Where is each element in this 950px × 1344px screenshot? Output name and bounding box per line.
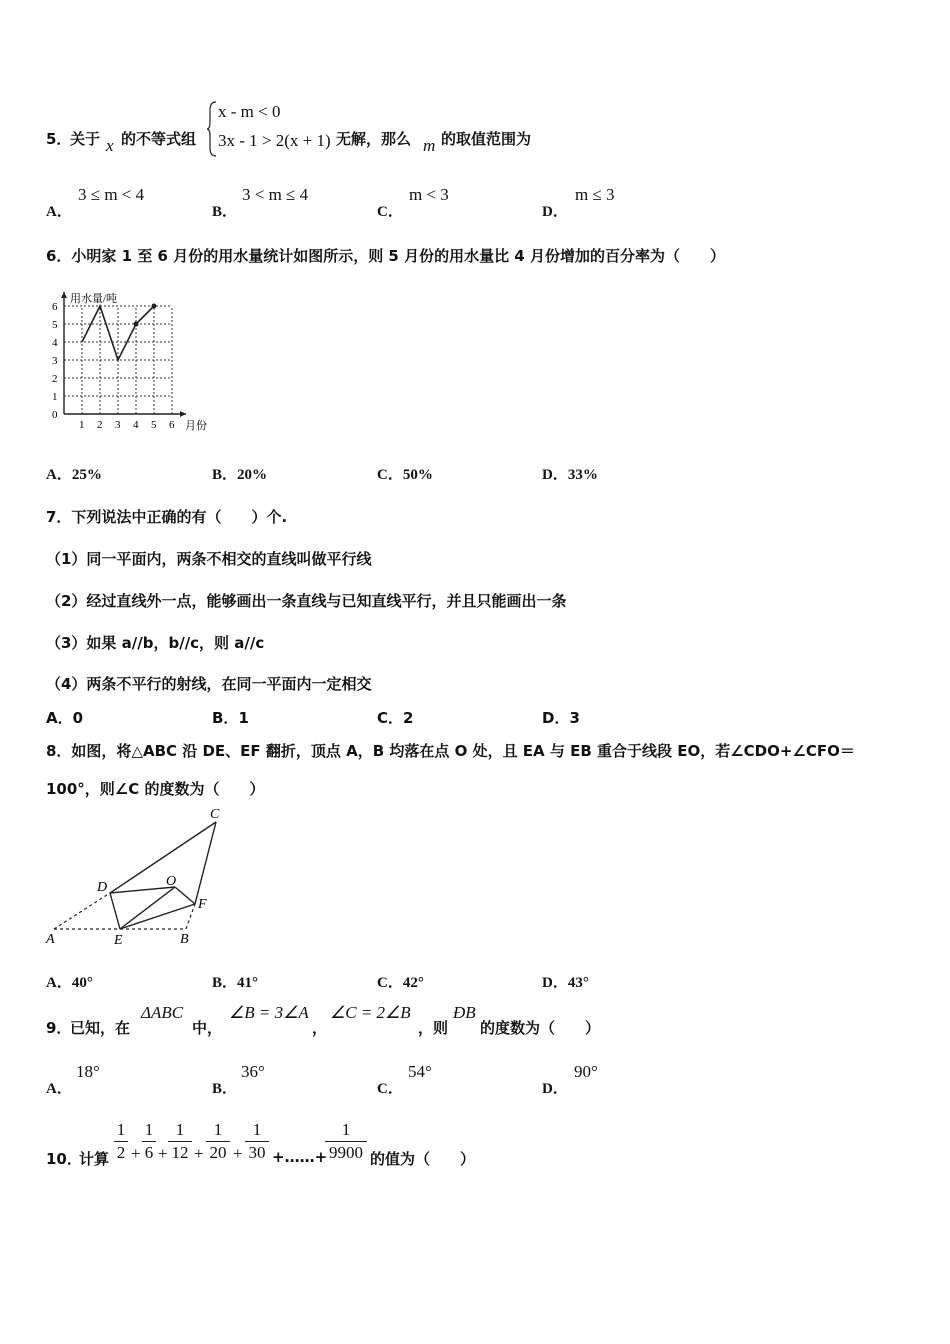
q7-option-a[interactable]: A．0: [46, 709, 84, 727]
q7-item-4: （4）两条不平行的射线，在同一平面内一定相交: [46, 675, 372, 693]
x-tick-label: 2: [97, 419, 103, 431]
q9-option-b-label[interactable]: B．: [212, 1081, 238, 1097]
q5-middle: 的不等式组: [121, 130, 197, 148]
q7-item-2: （2）经过直线外一点，能够画出一条直线与已知直线平行，并且只能画出一条: [46, 592, 567, 610]
label-B: B: [180, 932, 189, 947]
q5-system-line1: x - m < 0: [218, 102, 281, 121]
q10-ellipsis: +……+: [272, 1148, 328, 1166]
q8-option-a[interactable]: A．40°: [46, 975, 93, 991]
q6-text: 6．小明家 1 至 6 月份的用水量统计如图所示，则 5 月份的用水量比 4 月份增加的百分率为（ ）: [46, 247, 725, 265]
q10-number: 10．: [46, 1150, 82, 1168]
chart-ticks: [52, 301, 175, 431]
q10-fraction-1: 1 2: [114, 1121, 128, 1162]
x-tick-label: 6: [169, 419, 175, 431]
q7-item-1: （1）同一平面内，两条不相交的直线叫做平行线: [46, 550, 372, 568]
label-F: F: [198, 897, 207, 912]
q5-after: 无解，那么: [336, 130, 412, 148]
q9-triangle: ΔABC: [141, 1003, 184, 1022]
water-usage-chart: [40, 288, 220, 438]
q5-option-d-label[interactable]: D．: [542, 204, 568, 220]
x-tick-label: 5: [151, 419, 157, 431]
edge-OF: [175, 887, 195, 904]
q5-var-m: m: [423, 136, 436, 155]
q5-number: 5．: [46, 130, 72, 148]
q8-option-c[interactable]: C．42°: [377, 975, 424, 991]
q9-mid2: ，则: [418, 1019, 449, 1037]
label-O: O: [166, 874, 177, 889]
q8-option-b[interactable]: B．41°: [212, 975, 259, 991]
data-point: [152, 304, 157, 309]
q10-prefix: 计算: [79, 1150, 110, 1168]
q9-option-c-label[interactable]: C．: [377, 1081, 403, 1097]
q5-system-line2: 3x - 1 > 2(x + 1): [218, 131, 331, 150]
q5-brace: [206, 100, 218, 158]
q10-fraction-6: 1 9900: [325, 1121, 367, 1162]
q10-fraction-4: 1 20: [206, 1121, 230, 1162]
y-tick-label: 4: [52, 337, 58, 349]
chart-xlabel: 月份: [185, 420, 207, 432]
q9-suffix: 的度数为（ ）: [480, 1019, 601, 1037]
q5-prefix: 关于: [70, 130, 101, 148]
q9-option-b-value: 36°: [241, 1062, 265, 1081]
q10-fraction-2: 1 6: [142, 1121, 156, 1162]
q8-line1: 8．如图，将△ABC 沿 DE、EF 翻折，顶点 A，B 均落在点 O 处，且 EA 与 EB 重合于线段 EO，若∠CDO+∠CFO＝: [46, 742, 855, 760]
x-tick-label: 4: [133, 419, 139, 431]
q8-option-d[interactable]: D．43°: [542, 975, 589, 991]
q5-option-a-value: 3 ≤ m < 4: [78, 185, 145, 204]
q9-number: 9．: [46, 1019, 72, 1037]
q9-option-a-value: 18°: [76, 1062, 100, 1081]
q6-option-b[interactable]: B．20%: [212, 467, 268, 483]
q9-condition-1: ∠B = 3∠A: [229, 1003, 309, 1022]
data-point: [134, 322, 139, 327]
y-axis-arrow: [61, 292, 67, 298]
q6-option-d[interactable]: D．33%: [542, 467, 598, 483]
q5-option-b-label[interactable]: B．: [212, 204, 238, 220]
chart-axes: [61, 292, 186, 417]
label-C: C: [210, 807, 220, 822]
q7-text: 7．下列说法中正确的有（ ）个.: [46, 508, 288, 526]
q9-comma: ，: [312, 1019, 328, 1037]
y-tick-label: 0: [52, 409, 58, 421]
q9-angle-b: ÐB: [453, 1003, 476, 1022]
q5-option-a-label[interactable]: A．: [46, 204, 72, 220]
edge-EO: [120, 887, 175, 929]
edge-AD-dashed: [54, 893, 110, 929]
q10-suffix: 的值为（ ）: [370, 1150, 476, 1168]
q9-mid1: 中，: [192, 1019, 223, 1037]
y-tick-label: 2: [52, 373, 58, 385]
q9-prefix: 已知，在: [70, 1019, 131, 1037]
q10-plus-3: +: [194, 1144, 204, 1163]
q10-plus-1: +: [131, 1144, 141, 1163]
q9-option-a-label[interactable]: A．: [46, 1081, 72, 1097]
q9-condition-2: ∠C = 2∠B: [330, 1003, 411, 1022]
q8-line2: 100°，则∠C 的度数为（ ）: [46, 780, 265, 798]
label-A: A: [46, 932, 55, 947]
q7-item-3: （3）如果 a//b，b//c，则 a//c: [46, 634, 265, 652]
q5-option-c-value: m < 3: [409, 185, 449, 204]
q5-option-d-value: m ≤ 3: [575, 185, 615, 204]
y-tick-label: 3: [52, 355, 58, 367]
y-tick-label: 5: [52, 319, 58, 331]
label-D: D: [97, 880, 108, 895]
q7-option-c[interactable]: C．2: [377, 709, 414, 727]
y-tick-label: 6: [52, 301, 58, 313]
q9-option-c-value: 54°: [408, 1062, 432, 1081]
edge-BF-dashed: [186, 904, 195, 929]
q5-var-x: x: [106, 136, 114, 155]
q9-option-d-label[interactable]: D．: [542, 1081, 568, 1097]
chart-series: [82, 304, 157, 361]
x-axis-arrow: [180, 411, 186, 417]
q6-option-c[interactable]: C．50%: [377, 467, 433, 483]
q5-option-b-value: 3 < m ≤ 4: [242, 185, 309, 204]
q6-option-a[interactable]: A．25%: [46, 467, 102, 483]
y-tick-label: 1: [52, 391, 58, 403]
x-tick-label: 1: [79, 419, 85, 431]
q7-option-d[interactable]: D．3: [542, 709, 580, 727]
q10-fraction-3: 1 12: [168, 1121, 192, 1162]
label-E: E: [114, 933, 123, 948]
q9-option-d-value: 90°: [574, 1062, 598, 1081]
q10-plus-2: +: [158, 1144, 168, 1163]
edge-DE: [110, 893, 120, 929]
x-tick-label: 3: [115, 419, 121, 431]
edge-EF: [120, 904, 195, 929]
q10-fraction-5: 1 30: [245, 1121, 269, 1162]
q7-option-b[interactable]: B．1: [212, 709, 249, 727]
q10-plus-4: +: [233, 1144, 243, 1163]
q5-suffix: 的取值范围为: [441, 130, 532, 148]
q5-option-c-label[interactable]: C．: [377, 204, 403, 220]
triangle-fold-figure: [40, 800, 240, 950]
chart-ylabel: 用水量/吨: [70, 293, 118, 305]
